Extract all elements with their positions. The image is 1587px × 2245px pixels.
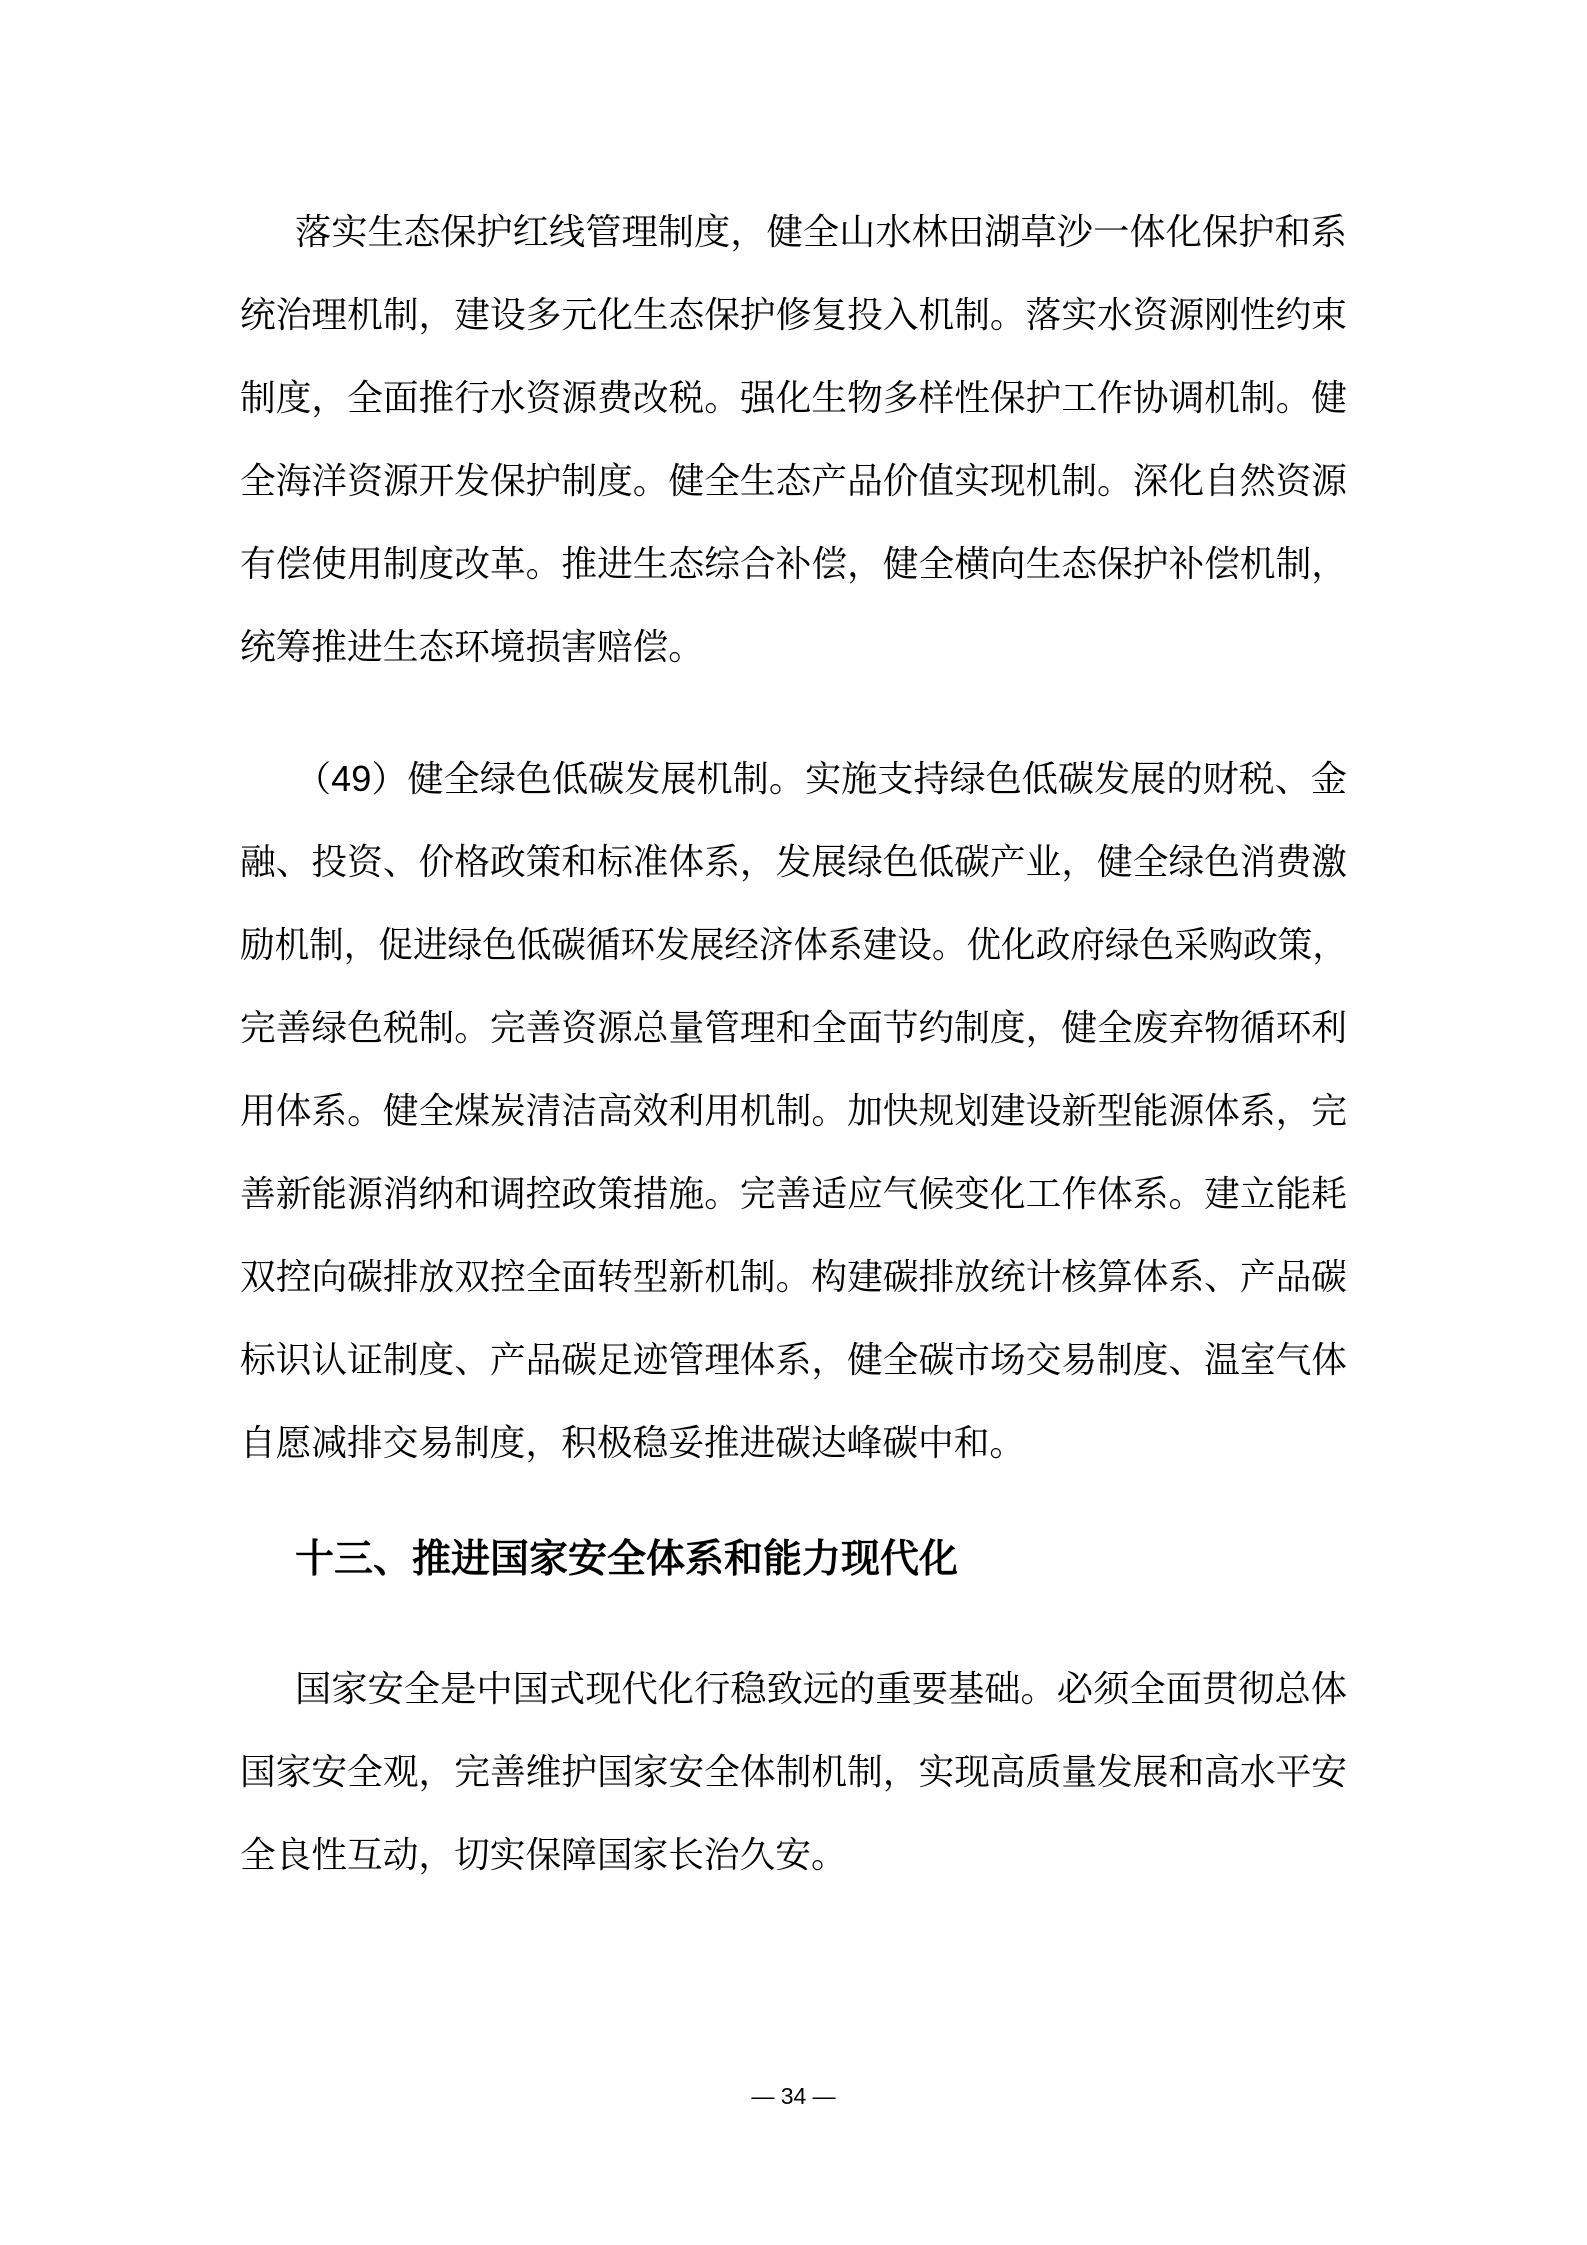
line-text: 励机制，促进绿色低碳循环发展经济体系建设。优化政府绿色采购政策， — [240, 925, 1347, 965]
text-line — [240, 738, 1347, 821]
text-line — [240, 904, 1347, 987]
line-text: 全良性互动，切实保障国家长治久安。 — [240, 1835, 847, 1875]
line-text: 十三、推进国家安全体系和能力现代化 — [295, 1538, 959, 1581]
line-text: 融、投资、价格政策和标准体系，发展绿色低碳产业，健全绿色消费激 — [240, 842, 1347, 882]
text-line — [240, 1731, 1347, 1814]
line-text: 双控向碳排放双控全面转型新机制。构建碳排放统计核算体系、产品碳 — [240, 1257, 1347, 1297]
document-body — [240, 191, 1347, 1897]
heading-line — [240, 1518, 1347, 1601]
text-line — [240, 1236, 1347, 1319]
line-text: 完善绿色税制。完善资源总量管理和全面节约制度，健全废弃物循环利 — [240, 1008, 1347, 1048]
line-text: 落实生态保护红线管理制度，健全山水林田湖草沙一体化保护和系 — [295, 212, 1347, 252]
text-line — [240, 191, 1347, 274]
section-heading — [240, 1518, 1347, 1601]
text-line — [240, 523, 1347, 606]
body-paragraph — [240, 191, 1347, 689]
line-text: 国家安全观，完善维护国家安全体制机制，实现高质量发展和高水平安 — [240, 1752, 1347, 1792]
line-text: （49）健全绿色低碳发展机制。实施支持绿色低碳发展的财税、金 — [295, 759, 1347, 799]
line-text: 自愿减排交易制度，积极稳妥推进碳达峰碳中和。 — [240, 1423, 1026, 1463]
page-number: — 34 — — [751, 2083, 836, 2109]
line-text: 国家安全是中国式现代化行稳致远的重要基础。必须全面贯彻总体 — [295, 1669, 1347, 1709]
text-line — [240, 1153, 1347, 1236]
text-line — [240, 1648, 1347, 1731]
text-line — [240, 274, 1347, 357]
line-text: 统治理机制，建设多元化生态保护修复投入机制。落实水资源刚性约束 — [240, 295, 1347, 335]
text-line — [240, 1070, 1347, 1153]
text-line — [240, 1814, 1347, 1897]
line-text: 统筹推进生态环境损害赔偿。 — [240, 627, 704, 667]
text-line — [240, 1319, 1347, 1402]
line-text: 用体系。健全煤炭清洁高效利用机制。加快规划建设新型能源体系，完 — [240, 1091, 1347, 1131]
text-line — [240, 987, 1347, 1070]
line-text: 制度，全面推行水资源费改税。强化生物多样性保护工作协调机制。健 — [240, 378, 1347, 418]
line-text: 有偿使用制度改革。推进生态综合补偿，健全横向生态保护补偿机制， — [240, 544, 1347, 584]
text-line — [240, 440, 1347, 523]
body-paragraph — [240, 1648, 1347, 1897]
line-text: 全海洋资源开发保护制度。健全生态产品价值实现机制。深化自然资源 — [240, 461, 1347, 501]
text-line — [240, 357, 1347, 440]
line-text: 善新能源消纳和调控政策措施。完善适应气候变化工作体系。建立能耗 — [240, 1174, 1347, 1214]
text-line — [240, 1402, 1347, 1485]
text-line — [240, 606, 1347, 689]
body-paragraph — [240, 738, 1347, 1485]
text-line — [240, 821, 1347, 904]
line-text: 标识认证制度、产品碳足迹管理体系，健全碳市场交易制度、温室气体 — [240, 1340, 1347, 1380]
